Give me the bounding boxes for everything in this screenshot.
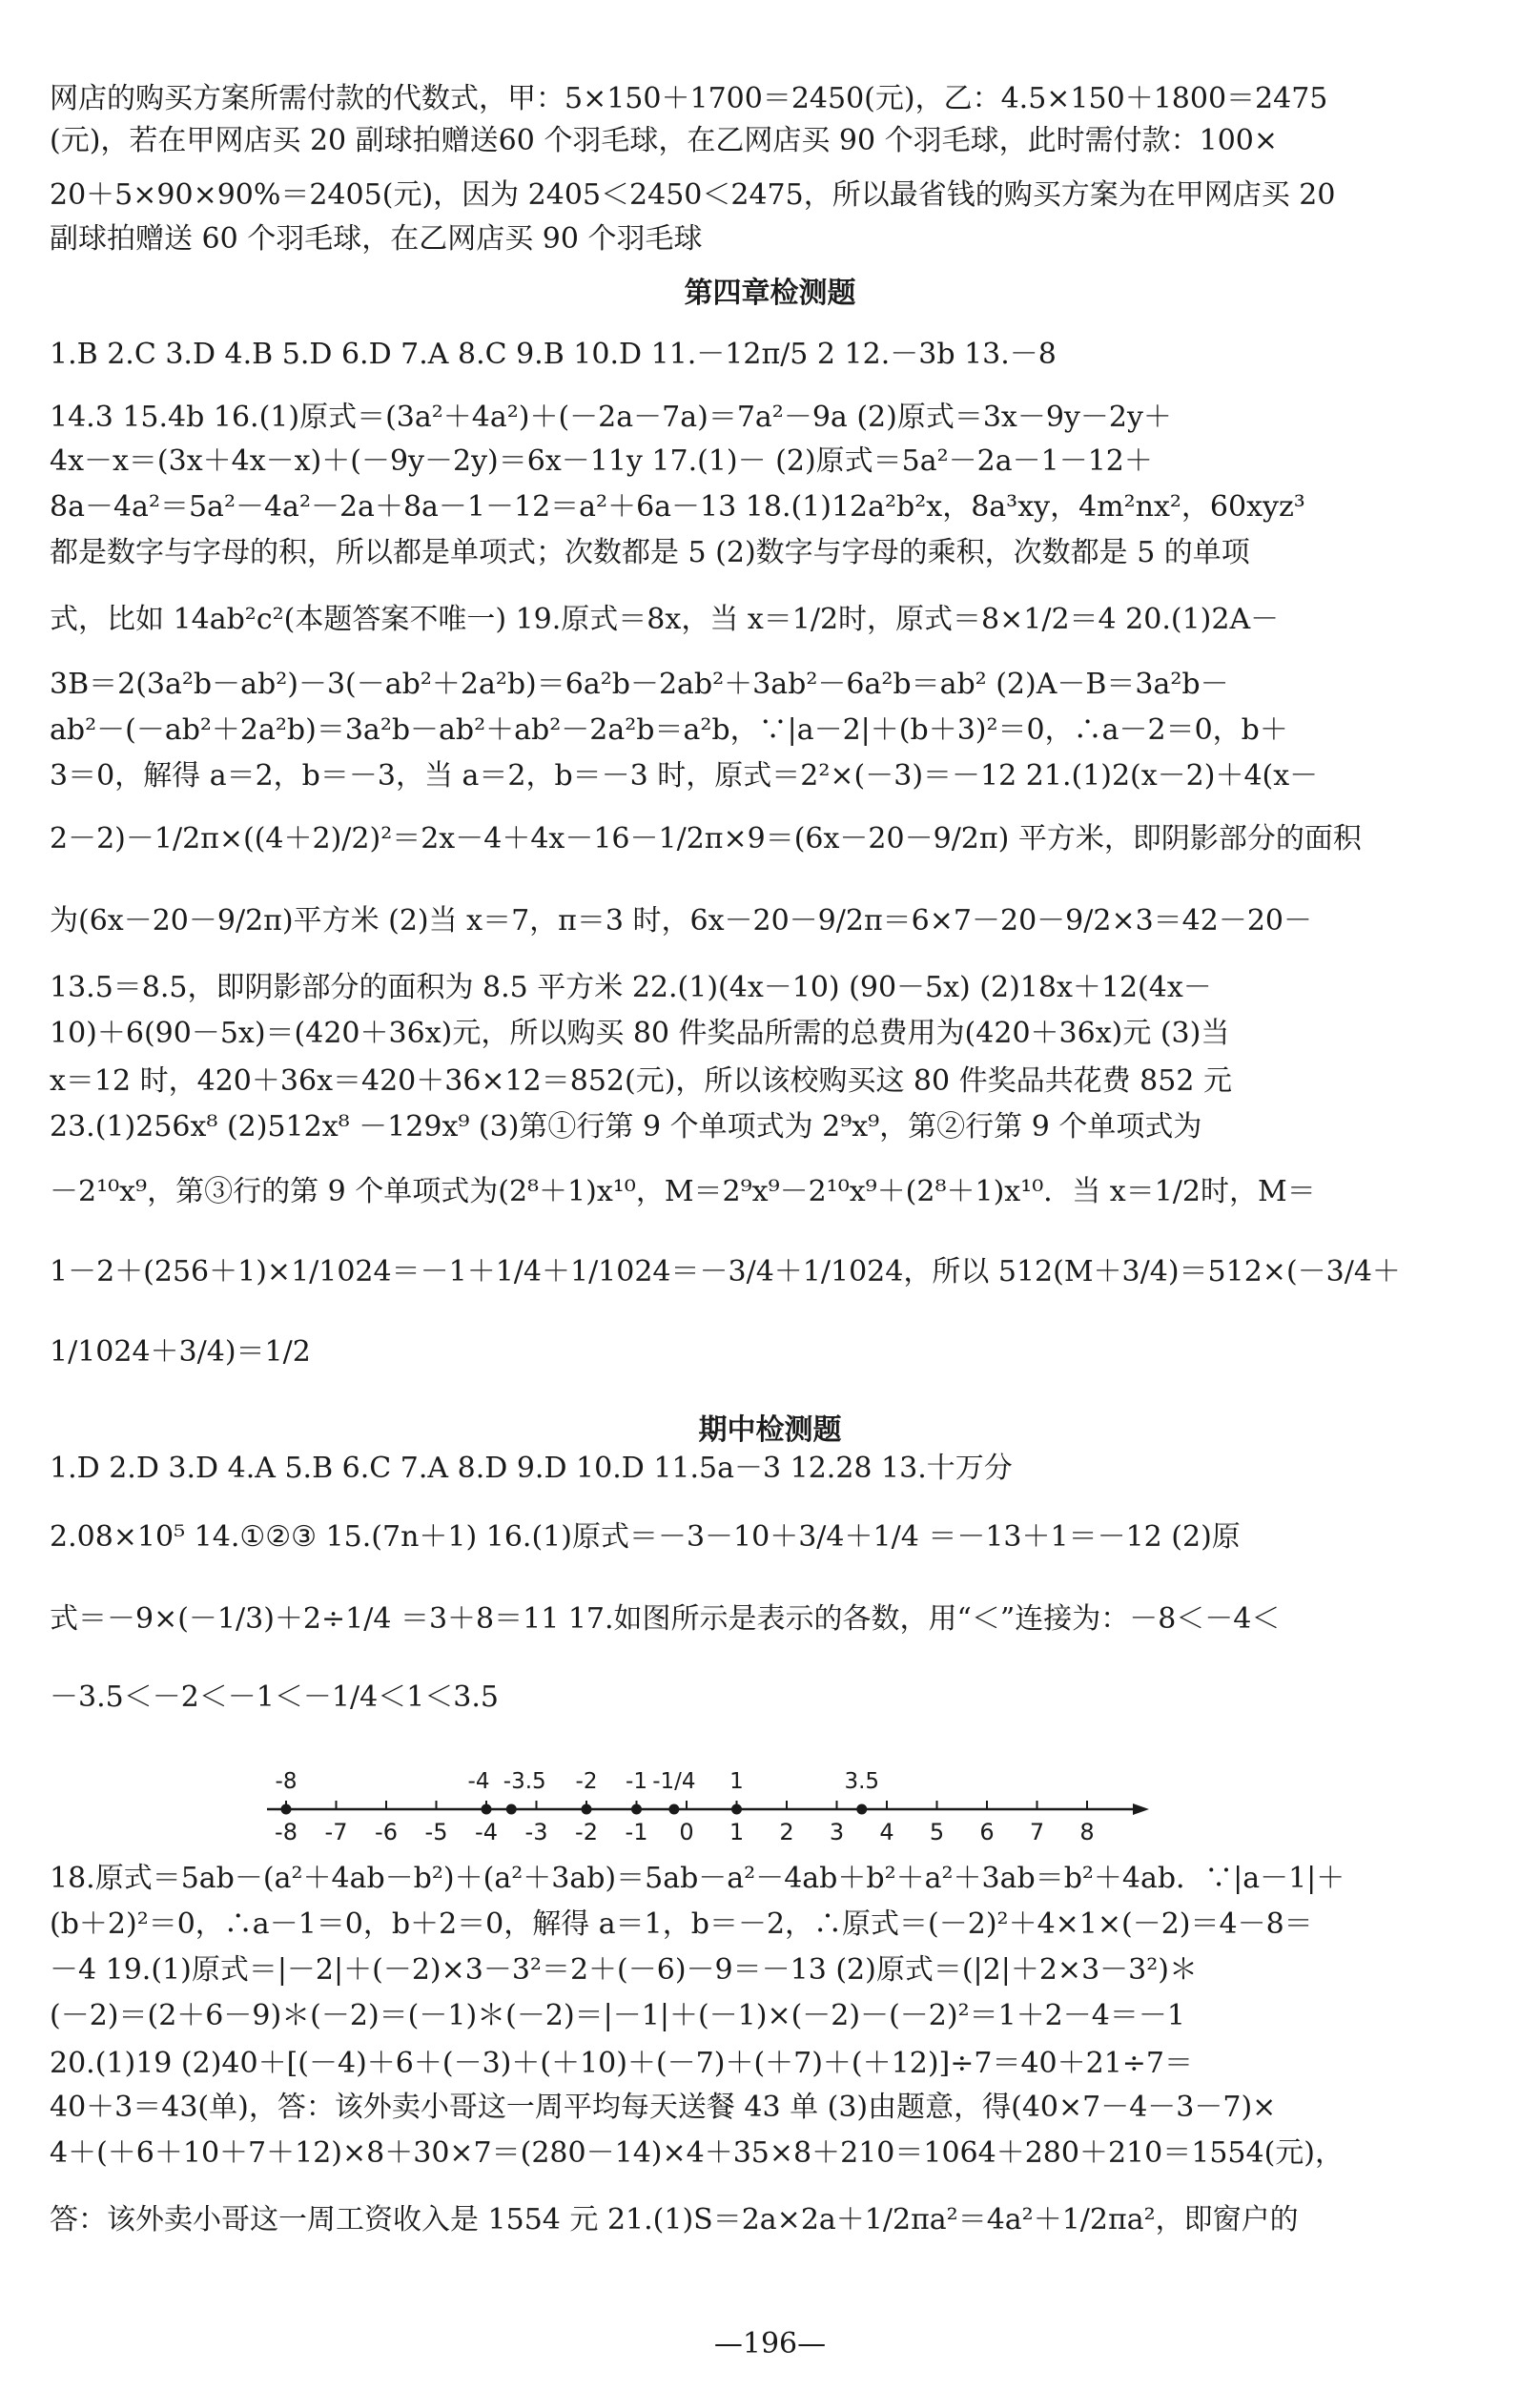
chapter4-line-12: 13.5＝8.5，即阴影部分的面积为 8.5 平方米 22.(1)(4x－10) (90－5x) (2)18x＋12(4x－ xyxy=(50,971,1212,1004)
chapter4-line-3: 4x－x＝(3x＋4x－x)＋(－9y－2y)＝6x－11y 17.(1)－ (2)原式＝5a²－2a－1－12＋ xyxy=(50,444,1153,478)
number-line-tick-label: 2 xyxy=(779,1819,794,1845)
midterm-line-8: (－2)＝(2＋6－9)＊(－2)＝(－1)＊(－2)＝|－1|＋(－1)×(－2)－(－2)²＝1＋2－4＝－1 xyxy=(50,1999,1185,2032)
midterm-line-12: 答：该外卖小哥这一周工资收入是 1554 元 21.(1)S＝2a×2a＋1/2πa²＝4a²＋1/2πa²，即窗户的 xyxy=(50,2203,1299,2236)
midterm-line-5: 18.原式＝5ab－(a²＋4ab－b²)＋(a²＋3ab)＝5ab－a²－4ab＋b²＋a²＋3ab＝b²＋4ab．∵|a－1|＋ xyxy=(50,1862,1345,1895)
number-line-tick-label: -8 xyxy=(275,1819,298,1845)
number-line-point xyxy=(856,1804,867,1815)
number-line-point xyxy=(668,1804,679,1815)
number-line-point-label: -1/4 xyxy=(652,1769,696,1794)
midterm-line-6: (b＋2)²＝0，∴a－1＝0，b＋2＝0，解得 a＝1，b＝－2，∴原式＝(－2)²＋4×1×(－2)＝4－8＝ xyxy=(50,1907,1313,1941)
number-line-tick-label: 7 xyxy=(1029,1819,1045,1845)
page-number: —196— xyxy=(713,2327,827,2360)
chapter4-line-7: 3B＝2(3a²b－ab²)－3(－ab²＋2a²b)＝6a²b－2ab²＋3ab²－6a²b＝ab² (2)A－B＝3a²b－ xyxy=(50,668,1229,701)
chapter4-line-5: 都是数字与字母的积，所以都是单项式；次数都是 5 (2)数字与字母的乘积，次数都是 5 的单项 xyxy=(50,536,1250,569)
number-line-tick-label: -2 xyxy=(575,1819,598,1845)
midterm-line-2: 2.08×10⁵ 14.①②③ 15.(7n＋1) 16.(1)原式＝－3－10＋3/4＋1/4 ＝－13＋1＝－12 (2)原 xyxy=(50,1520,1241,1554)
number-line-point-label: -3.5 xyxy=(503,1769,546,1794)
chapter4-line-18: 1/1024＋3/4)＝1/2 xyxy=(50,1335,311,1369)
number-line-tick-label: -1 xyxy=(625,1819,648,1845)
midterm-title: 期中检测题 xyxy=(698,1413,842,1447)
midterm-line-10: 40＋3＝43(单)，答：该外卖小哥这一周平均每天送餐 43 单 (3)由题意，得(40×7－4－3－7)× xyxy=(50,2091,1277,2124)
intro-line-3: 20＋5×90×90%＝2405(元)，因为 2405＜2450＜2475，所以最省钱的购买方案为在甲网店买 20 xyxy=(50,178,1336,212)
number-line-tick-label: 3 xyxy=(829,1819,845,1845)
number-line-tick-label: -5 xyxy=(424,1819,448,1845)
midterm-line-11: 4＋(＋6＋10＋7＋12)×8＋30×7＝(280－14)×4＋35×8＋210＝1064＋280＋210＝1554(元)， xyxy=(50,2136,1344,2170)
chapter4-line-17: 1－2＋(256＋1)×1/1024＝－1＋1/4＋1/1024＝－3/4＋1/1024，所以 512(M＋3/4)＝512×(－3/4＋ xyxy=(50,1255,1401,1288)
number-line-point xyxy=(482,1804,492,1815)
chapter4-line-8: ab²－(－ab²＋2a²b)＝3a²b－ab²＋ab²－2a²b＝a²b，∵|a－2|＋(b＋3)²＝0，∴a－2＝0，b＋ xyxy=(50,713,1288,747)
number-line-tick-label: 5 xyxy=(929,1819,945,1845)
arrow-right-icon xyxy=(1133,1804,1149,1815)
number-line-tick-label: -3 xyxy=(524,1819,548,1845)
chapter4-line-10: 2－2)－1/2π×((4＋2)/2)²＝2x－4＋4x－16－1/2π×9＝(6x－20－9/2π) 平方米，即阴影部分的面积 xyxy=(50,822,1362,855)
chapter4-line-11: 为(6x－20－9/2π)平方米 (2)当 x＝7，π＝3 时，6x－20－9/2π＝6×7－20－9/2×3＝42－20－ xyxy=(50,904,1313,938)
number-line-tick-label: 8 xyxy=(1079,1819,1095,1845)
number-line-point-label: -8 xyxy=(275,1769,298,1794)
number-line-tick-label: -6 xyxy=(375,1819,398,1845)
chapter4-line-13: 10)＋6(90－5x)＝(420＋36x)元，所以购买 80 件奖品所需的总费用为(420＋36x)元 (3)当 xyxy=(50,1017,1230,1050)
intro-line-4: 副球拍赠送 60 个羽毛球，在乙网店买 90 个羽毛球 xyxy=(50,222,703,256)
number-line-point-label: 3.5 xyxy=(844,1769,880,1794)
number-line-tick-label: -4 xyxy=(475,1819,498,1845)
number-line-point xyxy=(582,1804,592,1815)
midterm-line-3: 式＝－9×(－1/3)＋2÷1/4 ＝3＋8＝11 17.如图所示是表示的各数，用“＜”连接为：－8＜－4＜ xyxy=(50,1602,1281,1636)
intro-line-2: (元)，若在甲网店买 20 副球拍赠送60 个羽毛球，在乙网店买 90 个羽毛球，此时需付款：100× xyxy=(50,124,1279,157)
number-line-point xyxy=(731,1804,742,1815)
intro-line-1: 网店的购买方案所需付款的代数式，甲：5×150＋1700＝2450(元)，乙：4.5×150＋1800＝2475 xyxy=(50,82,1328,115)
chapter4-line-4: 8a－4a²＝5a²－4a²－2a＋8a－1－12＝a²＋6a－13 18.(1)12a²b²x，8a³xy，4m²nx²，60xyz³ xyxy=(50,490,1305,524)
midterm-line-1: 1.D 2.D 3.D 4.A 5.B 6.C 7.A 8.D 9.D 10.D 11.5a－3 12.28 13.十万分 xyxy=(50,1452,1013,1485)
chapter4-line-6: 式，比如 14ab²c²(本题答案不唯一) 19.原式＝8x，当 x＝1/2时，原式＝8×1/2＝4 20.(1)2A－ xyxy=(50,603,1280,636)
chapter4-line-9: 3＝0，解得 a＝2，b＝－3，当 a＝2，b＝－3 时，原式＝2²×(－3)＝－12 21.(1)2(x－2)＋4(x－ xyxy=(50,759,1319,793)
midterm-line-4: －3.5＜－2＜－1＜－1/4＜1＜3.5 xyxy=(50,1680,499,1714)
midterm-line-7: －4 19.(1)原式＝|－2|＋(－2)×3－3²＝2＋(－6)－9＝－13 (2)原式＝(|2|＋2×3－3²)＊ xyxy=(50,1953,1198,1987)
number-line-figure xyxy=(248,1731,1163,1874)
chapter4-title: 第四章检测题 xyxy=(684,277,856,310)
chapter4-line-16: －2¹⁰x⁹，第③行的第 9 个单项式为(2⁸＋1)x¹⁰，M＝2⁹x⁹－2¹⁰x⁹＋(2⁸＋1)x¹⁰．当 x＝1/2时，M＝ xyxy=(50,1175,1316,1208)
number-line-point xyxy=(506,1804,517,1815)
number-line-point-label: -2 xyxy=(575,1769,598,1794)
number-line-point-label: -4 xyxy=(467,1769,490,1794)
chapter4-line-1: 1.B 2.C 3.D 4.B 5.D 6.D 7.A 8.C 9.B 10.D 11.－12π/5 2 12.－3b 13.－8 xyxy=(50,338,1057,371)
number-line-tick-label: 1 xyxy=(729,1819,745,1845)
number-line-tick-label: 4 xyxy=(879,1819,894,1845)
chapter4-line-14: x＝12 时，420＋36x＝420＋36×12＝852(元)，所以该校购买这 80 件奖品共花费 852 元 xyxy=(50,1064,1232,1098)
number-line-tick-label: 0 xyxy=(679,1819,694,1845)
chapter4-line-2: 14.3 15.4b 16.(1)原式＝(3a²＋4a²)＋(－2a－7a)＝7a²－9a (2)原式＝3x－9y－2y＋ xyxy=(50,401,1172,434)
number-line-tick-label: 6 xyxy=(979,1819,995,1845)
number-line-point xyxy=(631,1804,642,1815)
number-line-point xyxy=(281,1804,292,1815)
chapter4-line-15: 23.(1)256x⁸ (2)512x⁸ －129x⁹ (3)第①行第 9 个单项式为 2⁹x⁹，第②行第 9 个单项式为 xyxy=(50,1110,1202,1144)
number-line-tick-label: -7 xyxy=(324,1819,348,1845)
number-line-point-label: 1 xyxy=(729,1769,744,1794)
midterm-line-9: 20.(1)19 (2)40＋[(－4)＋6＋(－3)＋(＋10)＋(－7)＋(＋7)＋(＋12)]÷7＝40＋21÷7＝ xyxy=(50,2047,1194,2080)
number-line-point-label: -1 xyxy=(626,1769,647,1794)
